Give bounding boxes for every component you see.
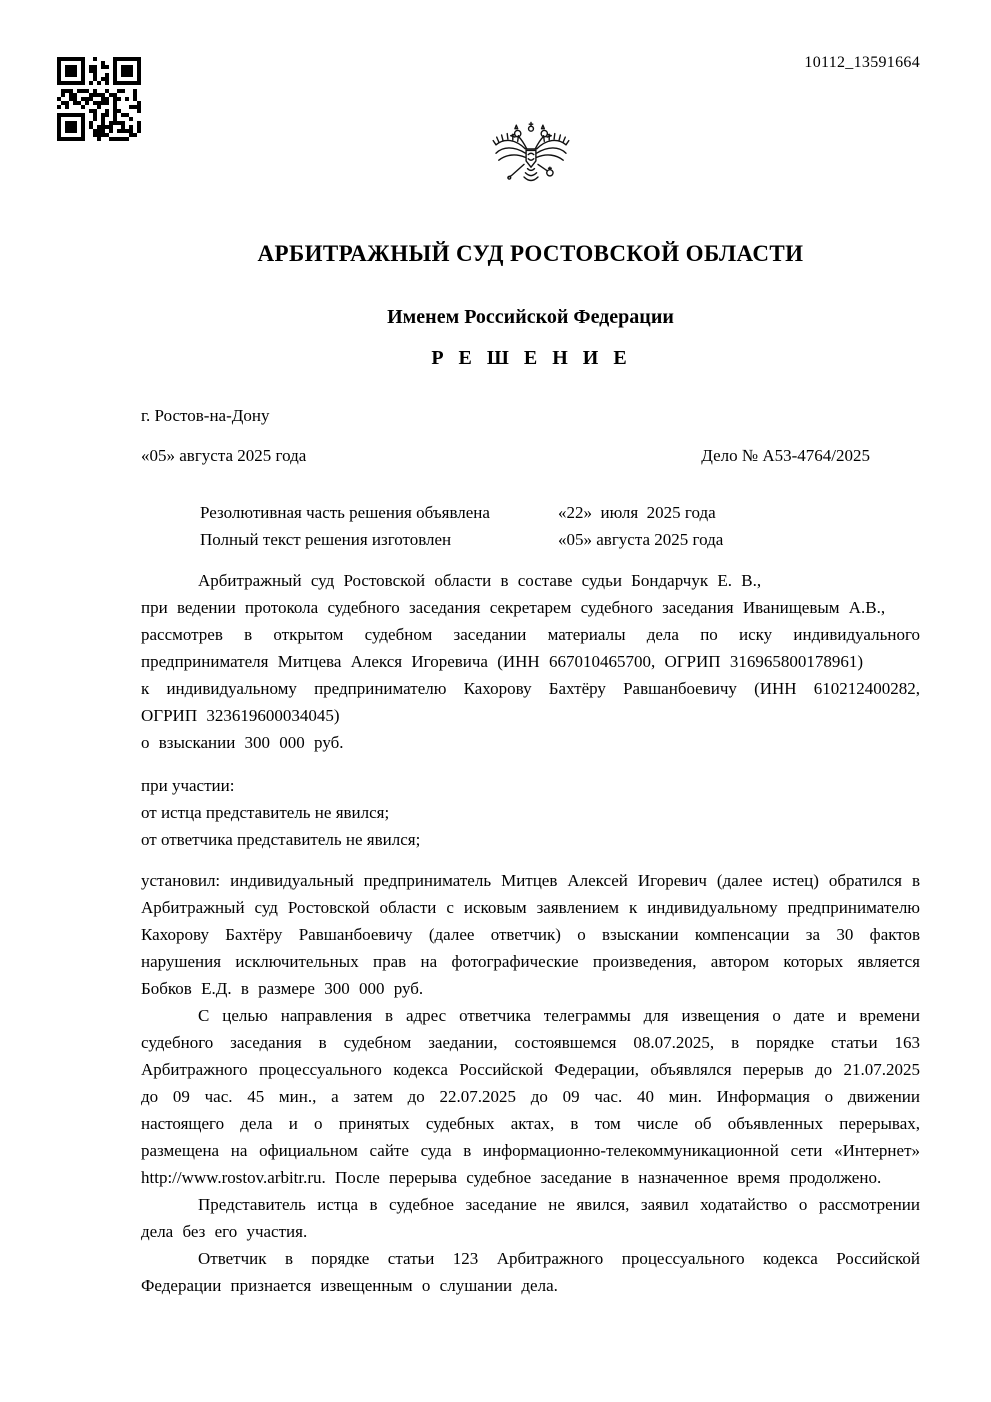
decision-date: «05» августа 2025 года (141, 446, 307, 465)
resolutive-part-label: Резолютивная часть решения объявлена (200, 503, 490, 522)
resolutive-part-date: «22» июля 2025 года (558, 503, 716, 522)
intro-paragraph: о взыскании 300 000 руб. (141, 733, 344, 752)
document-id: 10112_13591664 (804, 54, 920, 71)
intro-paragraph: к индивидуальному предпринимателю Кахорову Бахтёру Равшанбоевичу (ИНН 610212400282, ОГРИП 323619600034045) (141, 679, 920, 725)
qr-code-icon (55, 57, 143, 141)
date-case-row (141, 442, 920, 469)
decision-title: Р Е Ш Е Н И Е (431, 347, 630, 369)
intro-paragraph: рассмотрев в открытом судебном заседании материалы дела по иску индивидуального предпринимателя Митцева Алекся Игоревича (ИНН 667010465700, ОГРИП 316965800178961) (141, 625, 920, 671)
coat-of-arms-svg (489, 120, 573, 192)
full-text-date: «05» августа 2025 года (558, 530, 724, 549)
full-text-row (200, 526, 920, 553)
participation-block (141, 772, 920, 853)
resolution-dates-block (141, 499, 920, 553)
body-block (141, 867, 920, 1299)
court-name-heading: АРБИТРАЖНЫЙ СУД РОСТОВСКОЙ ОБЛАСТИ (257, 241, 804, 266)
intro-block (141, 567, 920, 756)
full-text-label: Полный текст решения изготовлен (200, 530, 452, 549)
resolutive-part-row (200, 499, 920, 526)
in-name-of-line: Именем Российской Федерации (387, 306, 674, 328)
russia-coat-of-arms-icon (141, 120, 920, 192)
intro-paragraph: Арбитражный суд Ростовской области в составе судьи Бондарчук Е. В., (198, 571, 762, 590)
participation-line: от истца представитель не явился; (141, 803, 390, 822)
intro-paragraph: при ведении протокола судебного заседания секретарем судебного заседания Иванищевым А.В., (141, 598, 886, 617)
case-number: Дело № А53-4764/2025 (701, 446, 870, 465)
qr-code-svg (55, 57, 143, 141)
body-paragraph: Представитель истца в судебное заседание не явился, заявил ходатайство о рассмотрении дела без его участия. (141, 1195, 920, 1241)
participation-line: при участии: (141, 776, 235, 795)
city-line: г. Ростов-на-Дону (141, 406, 270, 425)
body-paragraph: установил: индивидуальный предприниматель Митцев Алексей Игоревич (далее истец) обратился в Арбитражный суд Ростовской области с исковым заявлением к индивидуальному предпринимателю Кахорову Бахтёру Равшанбоевичу (далее ответчик) о взыскании компенсации за 30 фактов нарушения исключительных прав на фотографические произведения, автором которых является Бобков Е.Д. в размере 300 000 руб. (141, 871, 920, 998)
document-content (141, 0, 920, 1299)
body-paragraph: С целью направления в адрес ответчика телеграммы для извещения о дате и времени судебного заседания в судебном заедании, состоявшемся 08.07.2025, в порядке статьи 163 Арбитражного процессуального кодекса Российской Федерации, объявлялся перерыв до 21.07.2025 до 09 час. 45 мин., а затем до 22.07.2025 до 09 час. 40 мин. Информация о движении настоящего дела и о принятых судебных актах, в том числе об объявленных перерывах, размещена на официальном сайте суда в информационно-телекоммуникационной сети «Интернет» http://www.rostov.arbitr.ru. После перерыва судебное заседание в назначенное время продолжено. (141, 1006, 920, 1187)
participation-line: от ответчика представитель не явился; (141, 830, 421, 849)
body-paragraph: Ответчик в порядке статьи 123 Арбитражного процессуального кодекса Российской Федерации признается извещенным о слушании дела. (141, 1249, 920, 1295)
